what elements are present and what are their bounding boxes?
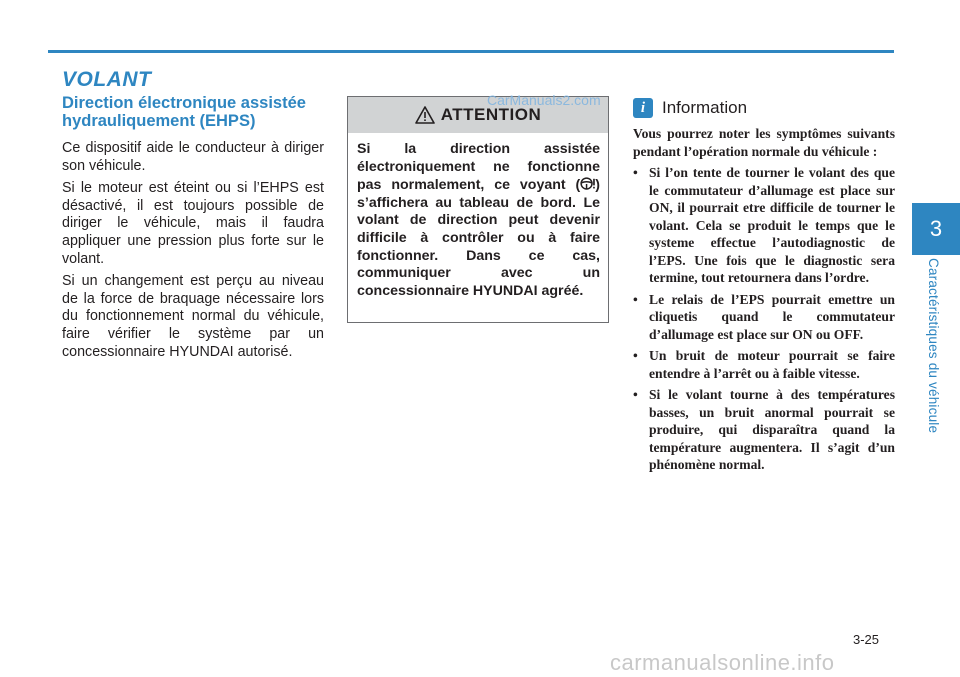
section-title: VOLANT [62, 68, 152, 91]
attention-text-part: ) s’affichera au tableau de bord. Le volant de direction peut devenir difficile à contrôler ou à faire fonctionner. Dans ce cas, communiquer avec un concessionnaire HYUNDAI agréé. [357, 177, 600, 299]
information-list [633, 164, 895, 474]
ehps-heading: Direction électronique assistée hydrauliquement (EHPS) [62, 94, 306, 130]
attention-box [347, 96, 609, 323]
list-item: • Le relais de l’EPS pourrait emettre un cliquetis quand le commutateur d’allumage est place sur ON ou OFF. [633, 291, 895, 344]
attention-text-part: Si la direction assistée électroniquement ne fonctionne pas normalement, ce voyant ( [357, 141, 600, 194]
information-header [633, 97, 895, 119]
warning-triangle-icon [415, 106, 435, 124]
information-title: Information [662, 98, 748, 117]
information-intro: Vous pourrez noter les symptômes suivants pendant l’opération normale du véhicule : [633, 126, 895, 159]
attention-title: ATTENTION [440, 105, 542, 124]
list-item: • Un bruit de moteur pourrait se faire entendre à l’arrêt ou à faible vitesse. [633, 347, 895, 382]
ehps-paragraph: Ce dispositif aide le conducteur à diriger son véhicule. [62, 140, 324, 174]
list-item: • Si l’on tente de tourner le volant des que le commutateur d’allumage est place sur ON, il pourrait etre difficile de tourner le volant. Cela se produit le temps que le systeme effectue l’autodiagnostic de l’EPS. Une fois que le diagnostic sera termine, tout retournera dans l’ordre. [633, 164, 895, 287]
ehps-paragraph: Si un changement est perçu au niveau de la force de braquage nécessaire lors du fonctionnement normal du véhicule, faire vérifier le système par un concessionnaire HYUNDAI autorisé. [62, 273, 324, 360]
top-rule [48, 50, 894, 53]
ehps-column [62, 95, 324, 366]
chapter-tab [912, 203, 960, 255]
information-column [633, 97, 895, 478]
steering-warning-icon [580, 176, 595, 191]
list-item: • Si le volant tourne à des températures basses, un bruit anormal pourrait se produire, qui disparaîtra quand la température augmentera. Il s’agit d’un phénomène normal. [633, 386, 895, 474]
page-number: 3-25 [853, 632, 880, 647]
ehps-paragraph: Si le moteur est éteint ou si l’EHPS est désactivé, il est toujours possible de diriger le véhicule, mais il faudra appliquer une pression plus forte sur le volant. [62, 180, 324, 267]
info-icon: i [633, 98, 653, 118]
watermark-footer: carmanualsonline.info [610, 650, 835, 675]
attention-text [348, 133, 608, 300]
chapter-title: Caractéristiques du véhicule [926, 258, 941, 434]
watermark-top: CarManuals2.com [487, 92, 601, 108]
chapter-number: 3 [929, 216, 943, 241]
